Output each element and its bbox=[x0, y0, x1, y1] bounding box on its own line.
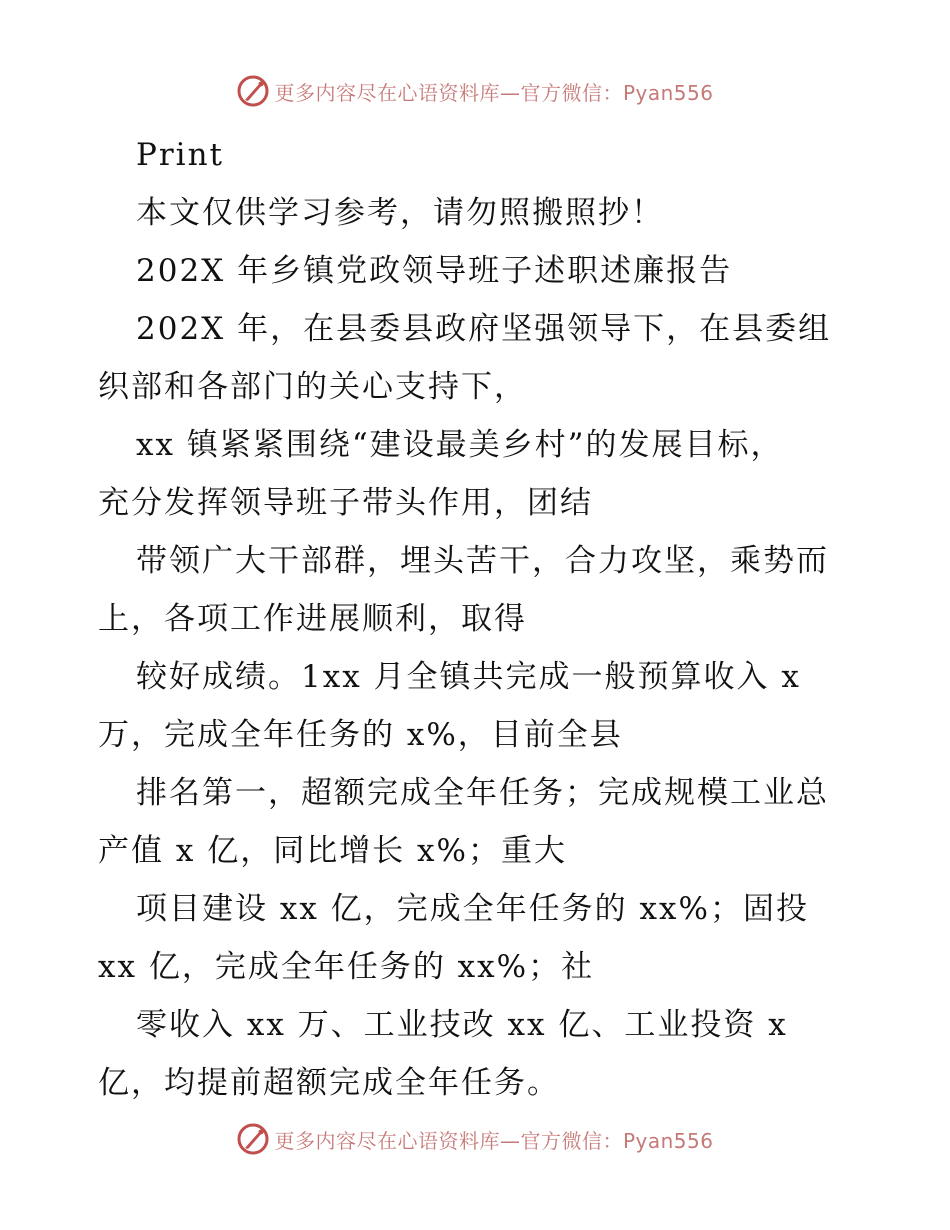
text-line: xx 镇紧紧围绕“建设最美乡村”的发展目标， bbox=[136, 427, 784, 463]
text-line: 排名第一，超额完成全年任务；完成规模工业总 bbox=[136, 775, 829, 811]
text-line: 万，完成全年任务的 x%，目前全县 bbox=[98, 717, 623, 753]
text-line: 上，各项工作进展顺利，取得 bbox=[98, 601, 527, 637]
document-body bbox=[98, 126, 858, 1112]
text-line: 产值 x 亿，同比增长 x%；重大 bbox=[98, 833, 567, 869]
text-line: 织部和各部门的关心支持下， bbox=[98, 369, 527, 405]
quill-logo-icon bbox=[236, 74, 270, 108]
text-line: xx 亿，完成全年任务的 xx%；社 bbox=[98, 949, 595, 985]
text-line: 202X 年乡镇党政领导班子述职述廉报告 bbox=[136, 253, 733, 289]
text-line: 充分发挥领导班子带头作用，团结 bbox=[98, 485, 593, 521]
footer-banner bbox=[0, 1119, 950, 1159]
header-banner bbox=[0, 71, 950, 111]
text-line: 带领广大干部群，埋头苦干，合力攻坚，乘势而 bbox=[136, 543, 829, 579]
text-line: 较好成绩。1xx 月全镇共完成一般预算收入 x bbox=[136, 659, 801, 695]
text-line: Print bbox=[136, 137, 225, 173]
quill-logo-icon bbox=[236, 1122, 270, 1156]
text-line: 本文仅供学习参考，请勿照搬照抄！ bbox=[136, 195, 664, 231]
footer-banner-text: 更多内容尽在心语资料库—官方微信：Pyan556 bbox=[274, 1128, 714, 1153]
text-line: 亿，均提前超额完成全年任务。 bbox=[98, 1065, 560, 1101]
header-banner-text: 更多内容尽在心语资料库—官方微信：Pyan556 bbox=[274, 80, 714, 105]
text-line: 项目建设 xx 亿，完成全年任务的 xx%；固投 bbox=[136, 891, 809, 927]
text-line: 零收入 xx 万、工业技改 xx 亿、工业投资 x bbox=[136, 1007, 788, 1043]
text-line: 202X 年，在县委县政府坚强领导下，在县委组 bbox=[136, 311, 832, 347]
